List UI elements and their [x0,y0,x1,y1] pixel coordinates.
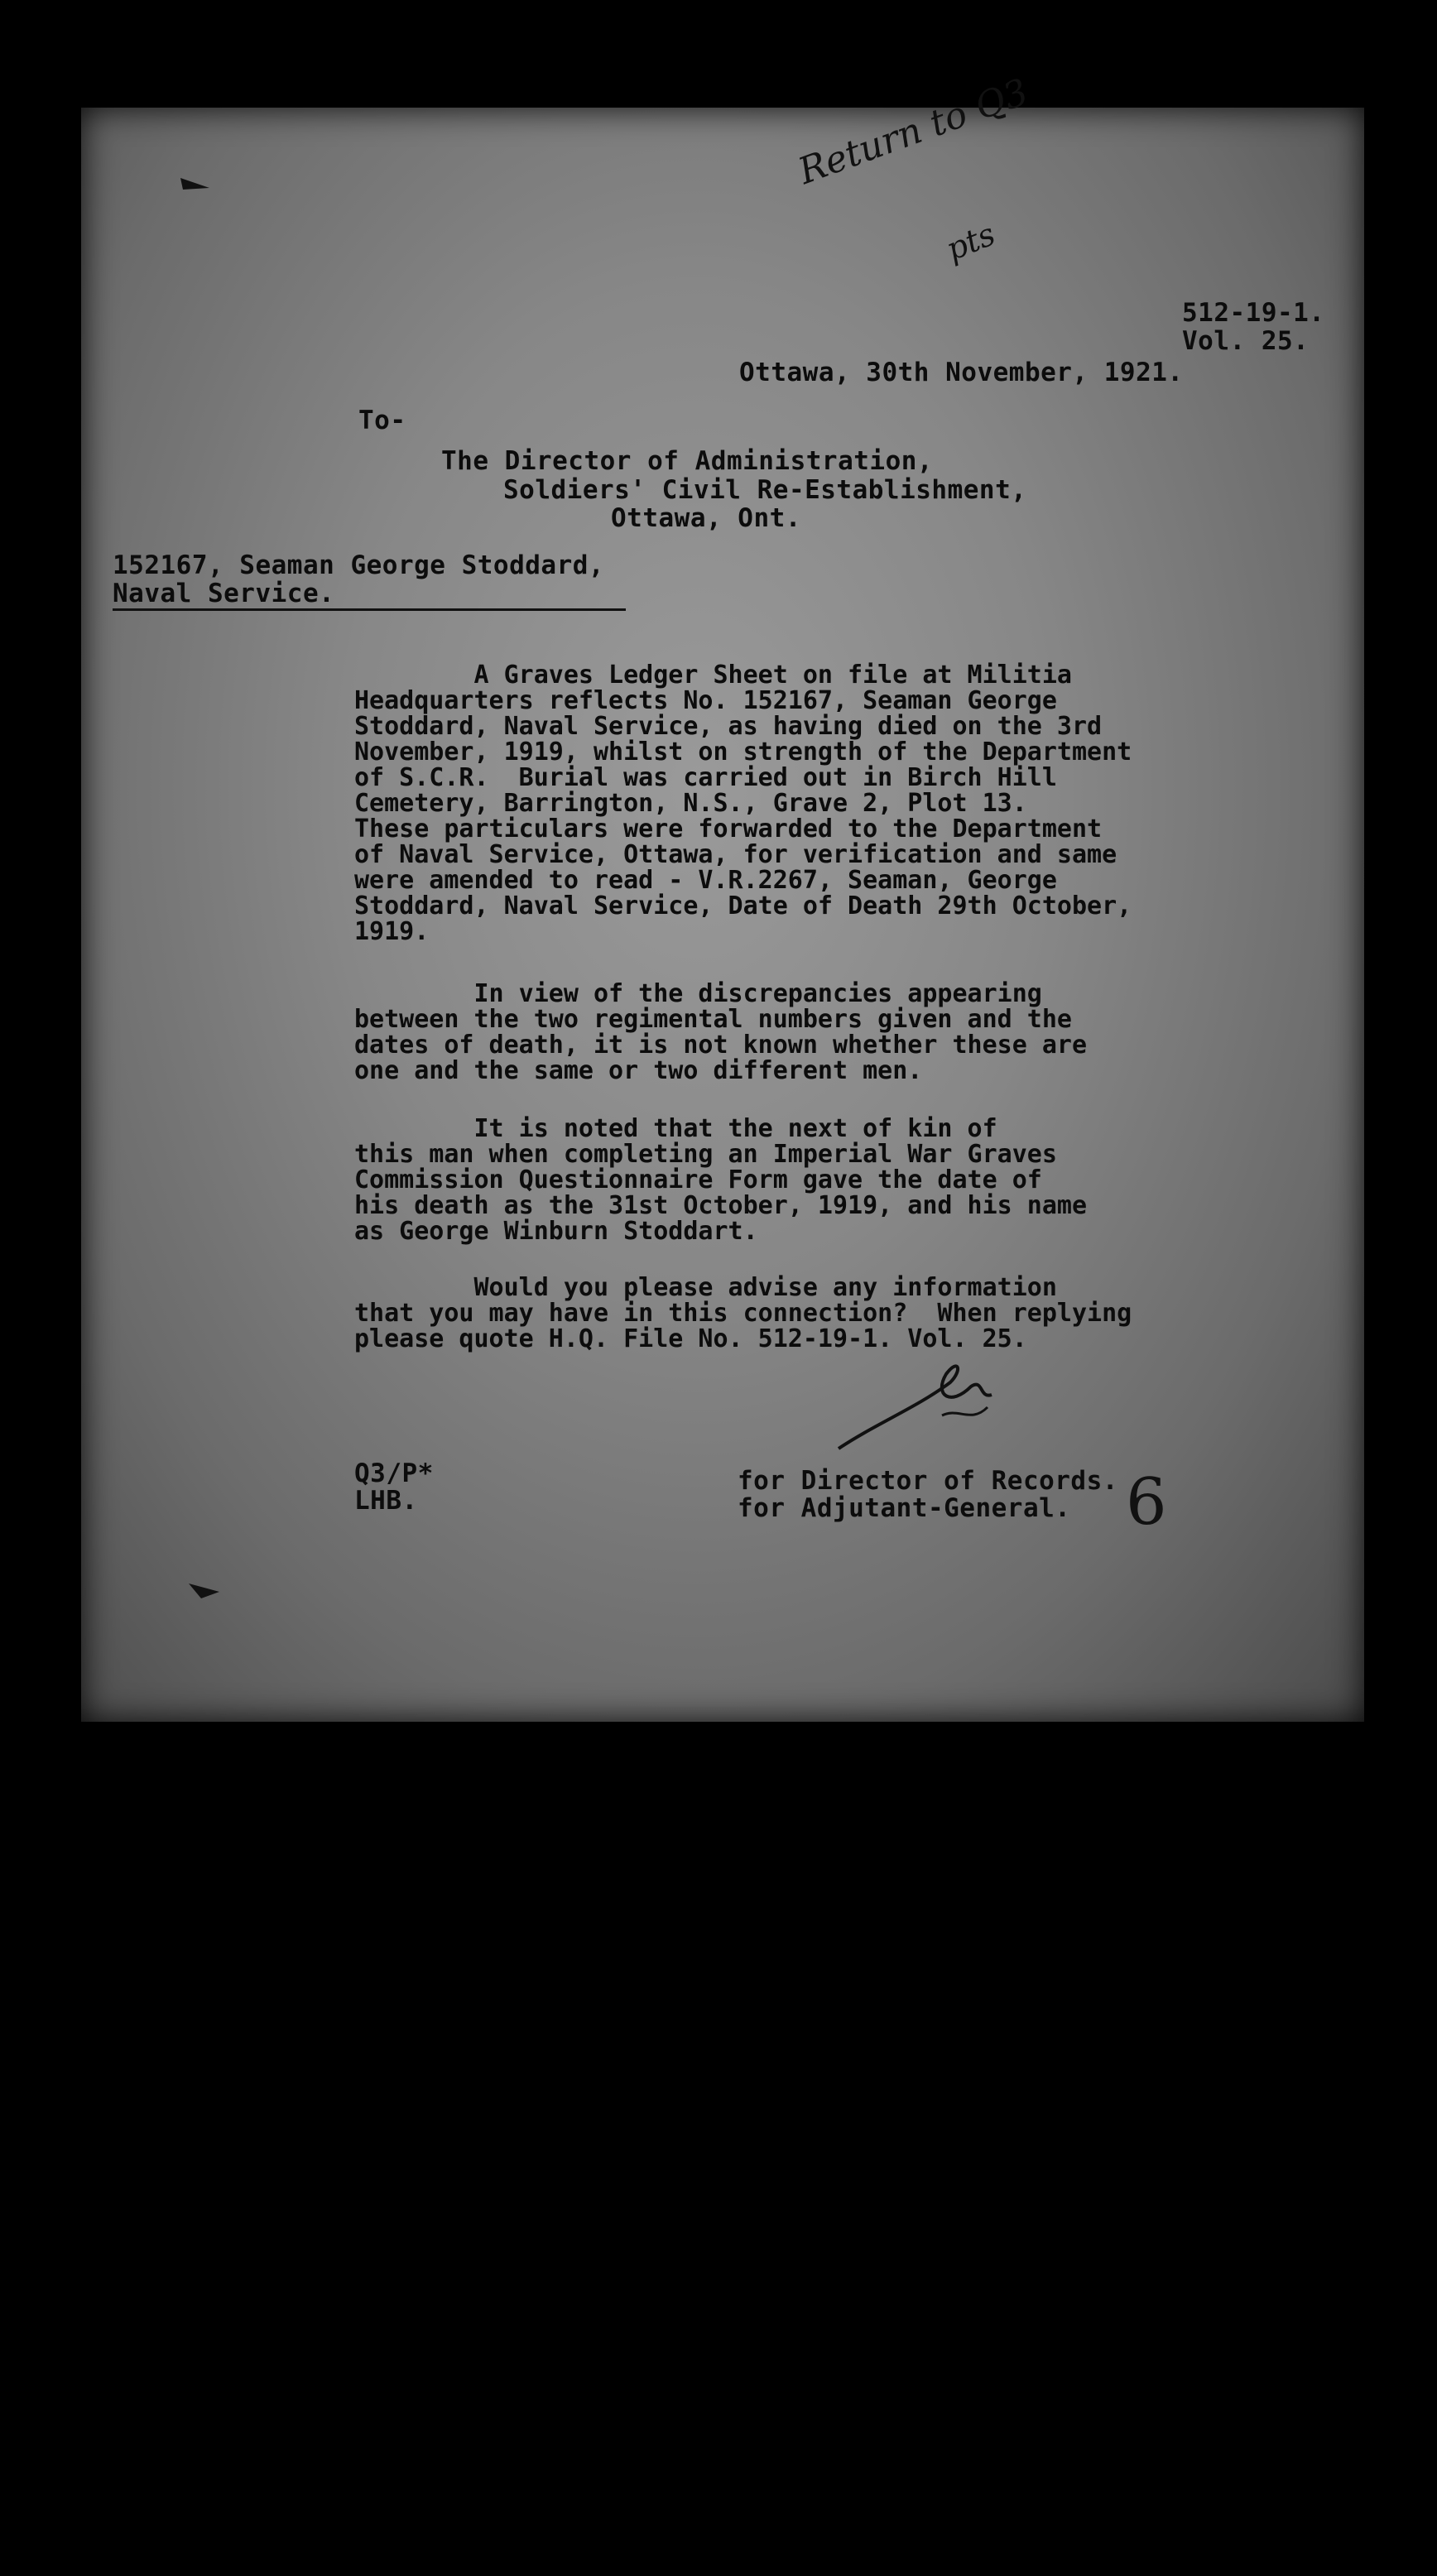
p2-line: one and the same or two different men. [354,1056,923,1085]
p3-line: this man when completing an Imperial War Graves [354,1140,1057,1169]
punch-mark-bottom-icon [185,1577,226,1602]
p4-line: that you may have in this connection? When replying [354,1299,1132,1328]
p1-line: November, 1919, whilst on strength of the Department [354,738,1132,767]
p3-line: his death as the 31st October, 1919, and his name [354,1191,1088,1220]
punch-mark-top-icon [176,170,218,195]
subject-line1: 152167, Seaman George Stoddard, [113,550,605,580]
body-paragraph-3 [354,1116,1215,1244]
body-paragraph-4 [354,1275,1215,1352]
p1-line: A Graves Ledger Sheet on file at Militia [354,661,1072,690]
body-paragraph-2 [354,981,1215,1084]
addressee-line3: Ottawa, Ont. [611,503,801,533]
handwritten-page-number: 6 [1126,1465,1167,1540]
p1-line: 1919. [354,917,430,946]
place-date: Ottawa, 30th November, 1921. [739,358,1184,387]
file-reference-line2: Vol. 25. [1182,326,1310,356]
p3-line: It is noted that the next of kin of [354,1114,997,1143]
p1-line: Cemetery, Barrington, N.S., Grave 2, Plot 13. [354,789,1027,818]
p3-line: Commission Questionnaire Form gave the date of [354,1165,1042,1194]
signature-scribble-icon [826,1349,1041,1457]
p1-line: of S.C.R. Burial was carried out in Birch Hill [354,763,1057,792]
p1-line: Stoddard, Naval Service, as having died on the 3rd [354,712,1103,741]
p1-line: of Naval Service, Ottawa, for verification and same [354,840,1117,869]
addressee-line2: Soldiers' Civil Re-Establishment, [503,475,1027,505]
p2-line: dates of death, it is not known whether these are [354,1031,1088,1060]
p1-line: These particulars were forwarded to the Department [354,815,1103,843]
p1-line: were amended to read - V.R.2267, Seaman, George [354,866,1057,895]
p3-line: as George Winburn Stoddart. [354,1217,758,1246]
handwritten-top-note: Return to Q3 [793,70,1034,193]
p4-line: Would you please advise any information [354,1273,1057,1302]
signature-line1: for Director of Records. [738,1466,1118,1496]
p4-line: please quote H.Q. File No. 512-19-1. Vol. 25. [354,1324,1027,1353]
p2-line: In view of the discrepancies appearing [354,979,1042,1008]
body-paragraph-1 [354,662,1215,944]
file-reference-line1: 512-19-1. [1182,298,1325,328]
signature-line2: for Adjutant-General. [738,1493,1071,1523]
reference-initials-line2: LHB. [354,1486,418,1516]
subject-underline [113,608,626,611]
p1-line: Stoddard, Naval Service, Date of Death 29th October, [354,892,1132,920]
document-page [81,70,1364,1722]
reference-initials-line1: Q3/P* [354,1459,434,1488]
p2-line: between the two regimental numbers given and the [354,1005,1072,1034]
handwritten-initials: pts [940,215,1001,268]
subject-line2: Naval Service. [113,579,335,608]
to-label: To- [358,406,406,435]
p1-line: Headquarters reflects No. 152167, Seaman George [354,686,1057,715]
addressee-line1: The Director of Administration, [441,446,934,476]
